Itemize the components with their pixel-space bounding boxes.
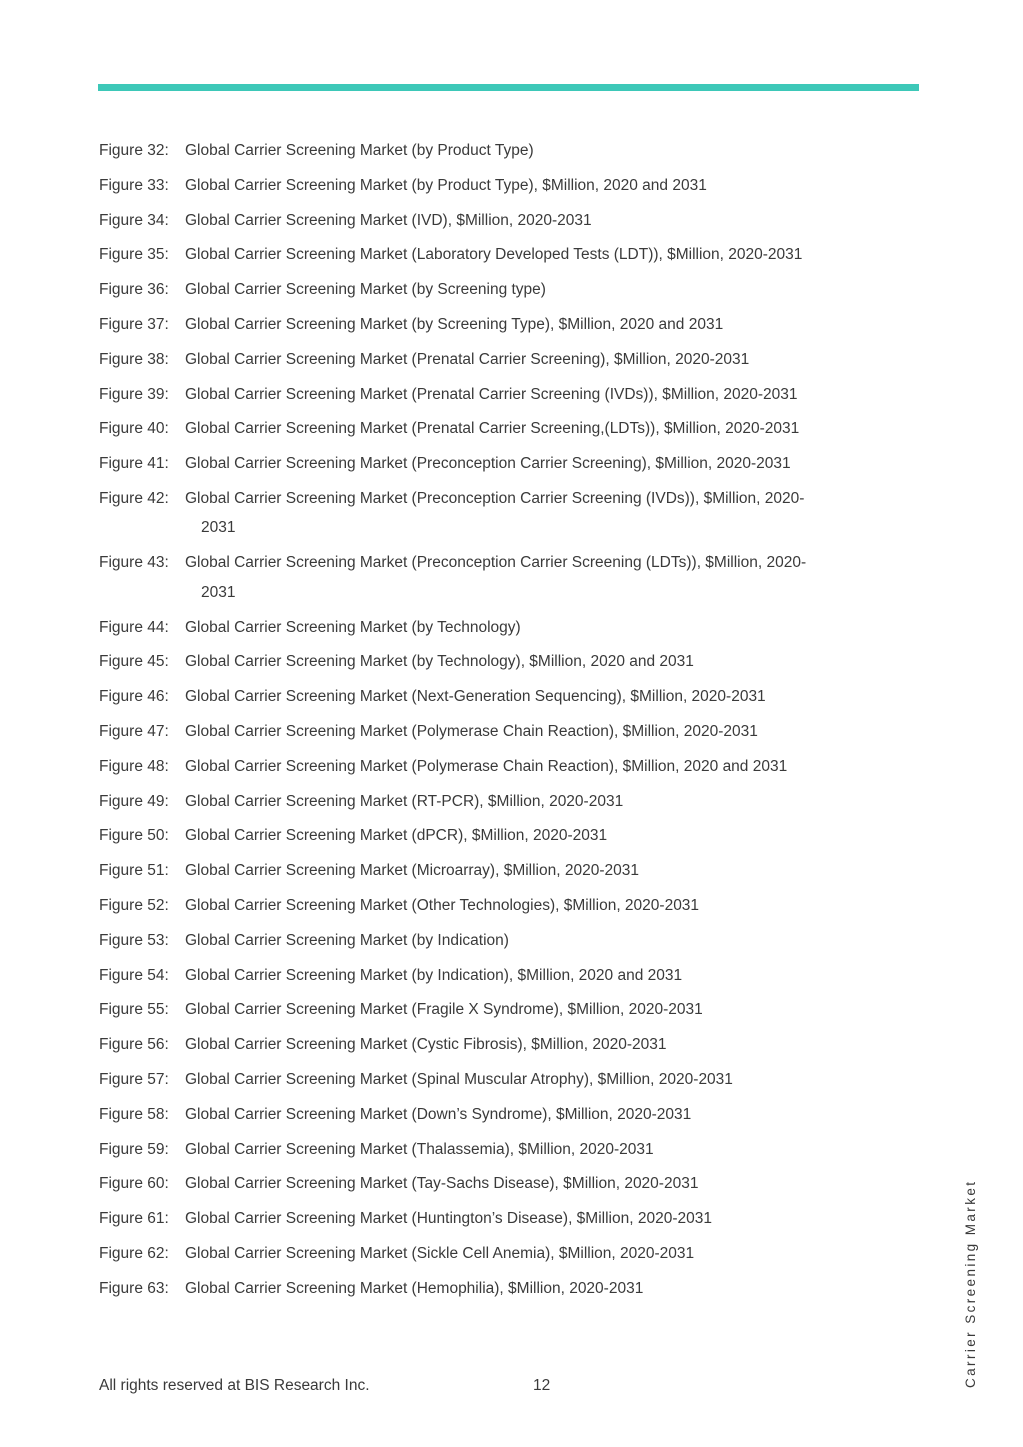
list-item bbox=[99, 1065, 889, 1095]
footer-copyright: All rights reserved at BIS Research Inc. bbox=[99, 1377, 370, 1394]
figure-number: Figure 45: bbox=[99, 653, 169, 671]
figure-number: Figure 56: bbox=[99, 1036, 169, 1054]
figure-number: Figure 34: bbox=[99, 211, 169, 229]
figure-title-text: Global Carrier Screening Market (Fragile X Syndrome), $Million, 2020-2031 bbox=[185, 1001, 703, 1019]
list-item bbox=[99, 171, 889, 201]
list-item bbox=[99, 787, 889, 817]
list-item bbox=[99, 345, 889, 375]
figure-number: Figure 38: bbox=[99, 350, 169, 368]
figure-title-text: Global Carrier Screening Market (Hemophilia), $Million, 2020-2031 bbox=[185, 1279, 644, 1297]
figure-number: Figure 40: bbox=[99, 420, 169, 438]
figure-title-text: Global Carrier Screening Market (Cystic Fibrosis), $Million, 2020-2031 bbox=[185, 1036, 667, 1054]
list-item bbox=[99, 856, 889, 886]
figure-number: Figure 35: bbox=[99, 246, 169, 264]
list-item bbox=[99, 240, 889, 270]
figure-title-text: Global Carrier Screening Market (by Technology) bbox=[185, 618, 521, 636]
list-item bbox=[99, 548, 889, 607]
figure-title bbox=[185, 1100, 889, 1130]
figure-title bbox=[185, 171, 889, 201]
figure-title bbox=[185, 1030, 889, 1060]
figure-title bbox=[185, 961, 889, 991]
figure-title-text: Global Carrier Screening Market (by Indication), $Million, 2020 and 2031 bbox=[185, 966, 683, 984]
figure-number: Figure 54: bbox=[99, 966, 169, 984]
figure-title bbox=[185, 1274, 889, 1304]
figure-title bbox=[185, 380, 889, 410]
figure-title-text: Global Carrier Screening Market (Sickle Cell Anemia), $Million, 2020-2031 bbox=[185, 1244, 695, 1262]
list-item bbox=[99, 1135, 889, 1165]
list-item bbox=[99, 1204, 889, 1234]
figure-number: Figure 32: bbox=[99, 142, 169, 159]
figure-number: Figure 46: bbox=[99, 688, 169, 706]
figure-title-text: Global Carrier Screening Market (Preconception Carrier Screening (IVDs)), $Million, 2020- bbox=[185, 489, 805, 507]
figure-title bbox=[185, 240, 889, 270]
list-item bbox=[99, 414, 889, 444]
list-item bbox=[99, 484, 889, 543]
figure-title-text: Global Carrier Screening Market (Prenatal Carrier Screening,(LDTs)), $Million, 2020-2031 bbox=[185, 420, 800, 438]
figure-title-text: Global Carrier Screening Market (Prenatal Carrier Screening), $Million, 2020-2031 bbox=[185, 350, 750, 368]
figure-title-text: Global Carrier Screening Market (by Product Type), $Million, 2020 and 2031 bbox=[185, 176, 707, 194]
figure-title-text: Global Carrier Screening Market (by Product Type) bbox=[185, 142, 534, 159]
figure-title-text: Global Carrier Screening Market (Tay-Sachs Disease), $Million, 2020-2031 bbox=[185, 1175, 699, 1193]
figure-title-text: Global Carrier Screening Market (Thalassemia), $Million, 2020-2031 bbox=[185, 1140, 654, 1158]
list-item bbox=[99, 1239, 889, 1269]
figure-title bbox=[185, 752, 889, 782]
figure-title-text: Global Carrier Screening Market (Preconception Carrier Screening), $Million, 2020-2031 bbox=[185, 455, 791, 473]
side-report-title: Carrier Screening Market bbox=[963, 1179, 978, 1388]
figure-title-text: Global Carrier Screening Market (Next-Generation Sequencing), $Million, 2020-2031 bbox=[185, 688, 766, 706]
figure-title bbox=[185, 787, 889, 817]
figure-title-text: Global Carrier Screening Market (dPCR), $Million, 2020-2031 bbox=[185, 827, 608, 845]
figure-title bbox=[185, 891, 889, 921]
list-item bbox=[99, 310, 889, 340]
list-item bbox=[99, 926, 889, 956]
figure-number: Figure 48: bbox=[99, 757, 169, 775]
list-item bbox=[99, 275, 889, 305]
figure-title-text: Global Carrier Screening Market (Polymerase Chain Reaction), $Million, 2020-2031 bbox=[185, 722, 758, 740]
figure-number: Figure 63: bbox=[99, 1279, 169, 1297]
figure-title-text: Global Carrier Screening Market (Down’s Syndrome), $Million, 2020-2031 bbox=[185, 1105, 692, 1123]
figure-title-text: Global Carrier Screening Market (Preconception Carrier Screening (LDTs)), $Million, 2020- bbox=[185, 554, 807, 572]
list-of-figures bbox=[99, 136, 889, 1309]
figure-title-continuation: 2031 bbox=[201, 583, 236, 601]
figure-number: Figure 49: bbox=[99, 792, 169, 810]
figure-number: Figure 61: bbox=[99, 1210, 169, 1228]
figure-title bbox=[185, 275, 889, 305]
figure-number: Figure 47: bbox=[99, 722, 169, 740]
figure-title-continuation: 2031 bbox=[201, 519, 236, 537]
figure-number: Figure 58: bbox=[99, 1105, 169, 1123]
list-item bbox=[99, 613, 889, 643]
figure-title-text: Global Carrier Screening Market (Prenatal Carrier Screening (IVDs)), $Million, 2020-2031 bbox=[185, 385, 798, 403]
list-item bbox=[99, 821, 889, 851]
figure-title bbox=[185, 1239, 889, 1269]
figure-number: Figure 50: bbox=[99, 827, 169, 845]
figure-title bbox=[185, 548, 889, 607]
list-item bbox=[99, 1274, 889, 1304]
figure-title bbox=[185, 613, 889, 643]
figure-title-text: Global Carrier Screening Market (RT-PCR), $Million, 2020-2031 bbox=[185, 792, 624, 810]
figure-number: Figure 44: bbox=[99, 618, 169, 636]
figure-title bbox=[185, 682, 889, 712]
figure-title bbox=[185, 926, 889, 956]
figure-title bbox=[185, 995, 889, 1025]
figure-number: Figure 36: bbox=[99, 281, 169, 299]
figure-title bbox=[185, 1169, 889, 1199]
figure-title bbox=[185, 1135, 889, 1165]
figure-title bbox=[185, 717, 889, 747]
figure-number: Figure 59: bbox=[99, 1140, 169, 1158]
figure-number: Figure 60: bbox=[99, 1175, 169, 1193]
list-item bbox=[99, 995, 889, 1025]
list-item bbox=[99, 682, 889, 712]
figure-title-text: Global Carrier Screening Market (Spinal Muscular Atrophy), $Million, 2020-2031 bbox=[185, 1070, 733, 1088]
list-item bbox=[99, 206, 889, 236]
figure-title-text: Global Carrier Screening Market (Microarray), $Million, 2020-2031 bbox=[185, 862, 639, 880]
figure-title bbox=[185, 856, 889, 886]
figure-title bbox=[185, 647, 889, 677]
figure-number: Figure 62: bbox=[99, 1244, 169, 1262]
figure-title bbox=[185, 414, 889, 444]
figure-title-text: Global Carrier Screening Market (by Indication) bbox=[185, 931, 509, 949]
list-item bbox=[99, 647, 889, 677]
figure-title bbox=[185, 1204, 889, 1234]
figure-number: Figure 43: bbox=[99, 554, 169, 572]
list-item bbox=[99, 136, 889, 166]
figure-number: Figure 41: bbox=[99, 455, 169, 473]
figure-title-text: Global Carrier Screening Market (Laboratory Developed Tests (LDT)), $Million, 2020-2031 bbox=[185, 246, 803, 264]
figure-number: Figure 57: bbox=[99, 1070, 169, 1088]
figure-title-text: Global Carrier Screening Market (Polymerase Chain Reaction), $Million, 2020 and 2031 bbox=[185, 757, 788, 775]
figure-title bbox=[185, 821, 889, 851]
list-item bbox=[99, 891, 889, 921]
figure-number: Figure 53: bbox=[99, 931, 169, 949]
figure-title bbox=[185, 484, 889, 543]
figure-title-text: Global Carrier Screening Market (by Screening type) bbox=[185, 281, 546, 299]
figure-number: Figure 52: bbox=[99, 896, 169, 914]
list-item bbox=[99, 1030, 889, 1060]
figure-number: Figure 42: bbox=[99, 489, 169, 507]
figure-title-text: Global Carrier Screening Market (by Technology), $Million, 2020 and 2031 bbox=[185, 653, 694, 671]
list-item bbox=[99, 1169, 889, 1199]
list-item bbox=[99, 961, 889, 991]
figure-title bbox=[185, 449, 889, 479]
figure-title-text: Global Carrier Screening Market (Huntington’s Disease), $Million, 2020-2031 bbox=[185, 1210, 712, 1228]
list-item bbox=[99, 449, 889, 479]
figure-title bbox=[185, 1065, 889, 1095]
figure-title bbox=[185, 345, 889, 375]
figure-number: Figure 51: bbox=[99, 862, 169, 880]
figure-title-text: Global Carrier Screening Market (by Screening Type), $Million, 2020 and 2031 bbox=[185, 315, 724, 333]
figure-title bbox=[185, 206, 889, 236]
list-item bbox=[99, 1100, 889, 1130]
figure-number: Figure 55: bbox=[99, 1001, 169, 1019]
list-item bbox=[99, 380, 889, 410]
page-number: 12 bbox=[533, 1377, 551, 1394]
figure-number: Figure 37: bbox=[99, 315, 169, 333]
figure-title-text: Global Carrier Screening Market (Other Technologies), $Million, 2020-2031 bbox=[185, 896, 700, 914]
figure-title bbox=[185, 310, 889, 340]
top-accent-rule bbox=[98, 84, 919, 91]
figure-number: Figure 33: bbox=[99, 176, 169, 194]
list-item bbox=[99, 752, 889, 782]
figure-title bbox=[185, 136, 889, 166]
list-item bbox=[99, 717, 889, 747]
figure-title-text: Global Carrier Screening Market (IVD), $Million, 2020-2031 bbox=[185, 211, 592, 229]
figure-number: Figure 39: bbox=[99, 385, 169, 403]
